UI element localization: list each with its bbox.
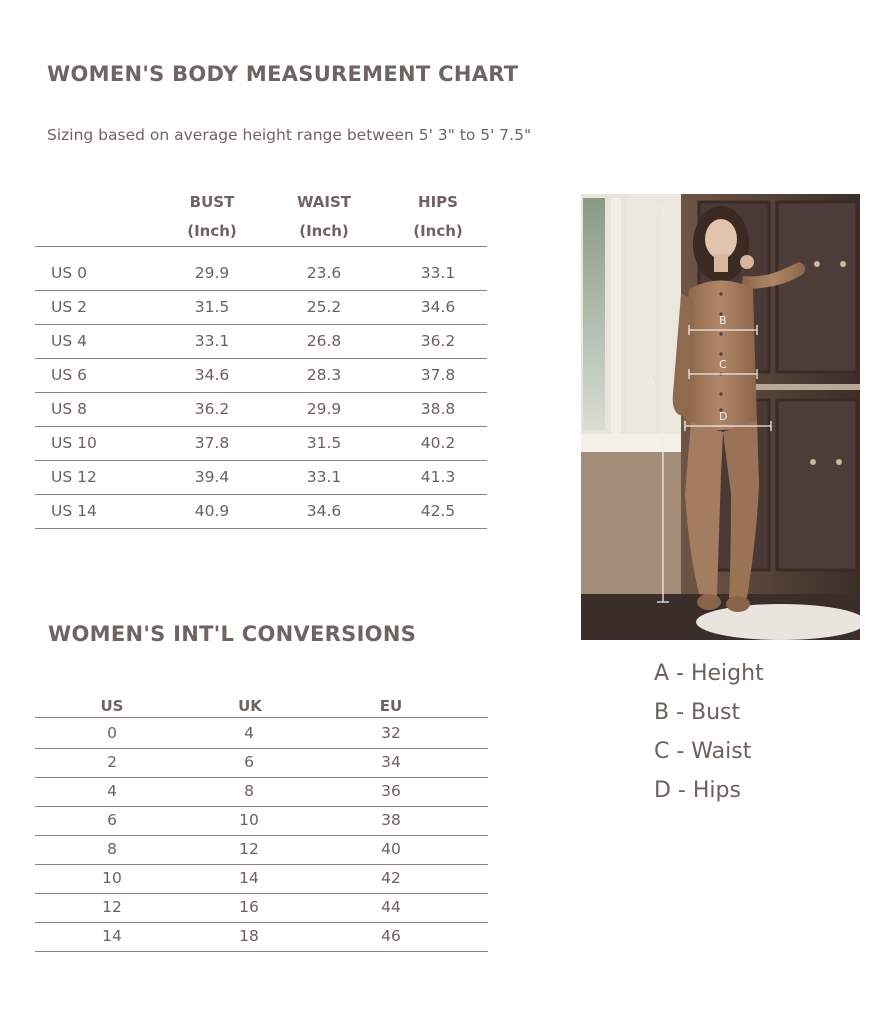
us-cell: 0	[107, 724, 117, 742]
us-cell: 12	[102, 898, 122, 916]
bust-cell: 29.9	[194, 264, 230, 282]
uk-cell: 4	[244, 724, 254, 742]
body-chart-title: WOMEN'S BODY MEASUREMENT CHART	[47, 62, 519, 86]
label-b: B	[719, 314, 727, 327]
us-cell: 4	[107, 782, 117, 800]
bust-cell: 33.1	[194, 332, 230, 350]
waist-header-name: WAIST	[296, 193, 352, 211]
eu-header: EU	[379, 697, 403, 715]
legend-waist: C - Waist	[654, 739, 752, 764]
body-chart-header-rule	[35, 246, 487, 247]
conversion-chart-row	[35, 719, 488, 749]
eu-cell: 36	[381, 782, 401, 800]
bust-header-unit: (Inch)	[187, 222, 237, 240]
eu-cell: 40	[381, 840, 401, 858]
conversion-chart-row	[35, 893, 488, 923]
waist-cell: 34.6	[306, 502, 342, 520]
uk-header: UK	[238, 697, 262, 715]
size-cell: US 6	[51, 366, 87, 384]
size-cell: US 0	[51, 264, 87, 282]
bust-header-name: BUST	[189, 193, 235, 211]
us-cell: 2	[107, 753, 117, 771]
body-chart-row	[35, 426, 487, 461]
label-c: C	[719, 358, 727, 371]
waist-cell: 28.3	[306, 366, 342, 384]
waist-header	[284, 188, 364, 246]
label-d: D	[719, 410, 728, 423]
hips-header	[398, 188, 478, 246]
bust-cell: 31.5	[194, 298, 230, 316]
size-cell: US 8	[51, 400, 87, 418]
hips-header-name: HIPS	[418, 193, 458, 211]
legend-bust: B - Bust	[654, 700, 741, 725]
hips-cell: 33.1	[420, 264, 456, 282]
size-cell: US 2	[51, 298, 87, 316]
uk-cell: 10	[239, 811, 259, 829]
hips-cell: 41.3	[420, 468, 456, 486]
eu-cell: 34	[381, 753, 401, 771]
eu-cell: 38	[381, 811, 401, 829]
conversion-chart-row	[35, 748, 488, 778]
waist-cell: 31.5	[306, 434, 342, 452]
waist-cell: 25.2	[306, 298, 342, 316]
label-a: A	[647, 375, 655, 388]
body-chart-row	[35, 494, 487, 529]
us-cell: 8	[107, 840, 117, 858]
us-cell: 14	[102, 927, 122, 945]
eu-cell: 44	[381, 898, 401, 916]
hips-cell: 36.2	[420, 332, 456, 350]
bust-cell: 40.9	[194, 502, 230, 520]
conversion-chart-header-rule	[35, 717, 488, 718]
conversion-chart-row	[35, 777, 488, 807]
us-cell: 6	[107, 811, 117, 829]
hips-cell: 42.5	[420, 502, 456, 520]
bust-header	[172, 188, 252, 246]
bust-cell: 36.2	[194, 400, 230, 418]
model-photo	[581, 194, 860, 640]
uk-cell: 18	[239, 927, 259, 945]
uk-cell: 14	[239, 869, 259, 887]
uk-cell: 6	[244, 753, 254, 771]
conversion-chart-row	[35, 922, 488, 952]
conversion-chart-row	[35, 835, 488, 865]
us-cell: 10	[102, 869, 122, 887]
size-cell: US 14	[51, 502, 97, 520]
body-chart-row	[35, 358, 487, 393]
waist-cell: 23.6	[306, 264, 342, 282]
body-chart-row	[35, 290, 487, 325]
bust-cell: 39.4	[194, 468, 230, 486]
uk-cell: 8	[244, 782, 254, 800]
waist-cell: 26.8	[306, 332, 342, 350]
body-chart-row	[35, 392, 487, 427]
eu-cell: 42	[381, 869, 401, 887]
waist-cell: 33.1	[306, 468, 342, 486]
body-chart-row	[35, 256, 487, 291]
size-cell: US 4	[51, 332, 87, 350]
body-chart-row	[35, 324, 487, 359]
hips-cell: 34.6	[420, 298, 456, 316]
hips-cell: 38.8	[420, 400, 456, 418]
legend-height: A - Height	[654, 661, 764, 686]
conversion-chart-title: WOMEN'S INT'L CONVERSIONS	[48, 622, 417, 646]
body-chart-row	[35, 460, 487, 495]
bust-cell: 37.8	[194, 434, 230, 452]
conversion-chart-row	[35, 864, 488, 894]
uk-cell: 12	[239, 840, 259, 858]
us-header: US	[100, 697, 124, 715]
eu-cell: 46	[381, 927, 401, 945]
size-cell: US 10	[51, 434, 97, 452]
legend-hips: D - Hips	[654, 778, 741, 803]
hips-cell: 40.2	[420, 434, 456, 452]
uk-cell: 16	[239, 898, 259, 916]
bust-cell: 34.6	[194, 366, 230, 384]
waist-cell: 29.9	[306, 400, 342, 418]
eu-cell: 32	[381, 724, 401, 742]
waist-header-unit: (Inch)	[299, 222, 349, 240]
size-cell: US 12	[51, 468, 97, 486]
hips-cell: 37.8	[420, 366, 456, 384]
hips-header-unit: (Inch)	[413, 222, 463, 240]
body-chart-subtitle: Sizing based on average height range between 5' 3" to 5' 7.5"	[47, 126, 532, 144]
conversion-chart-row	[35, 806, 488, 836]
